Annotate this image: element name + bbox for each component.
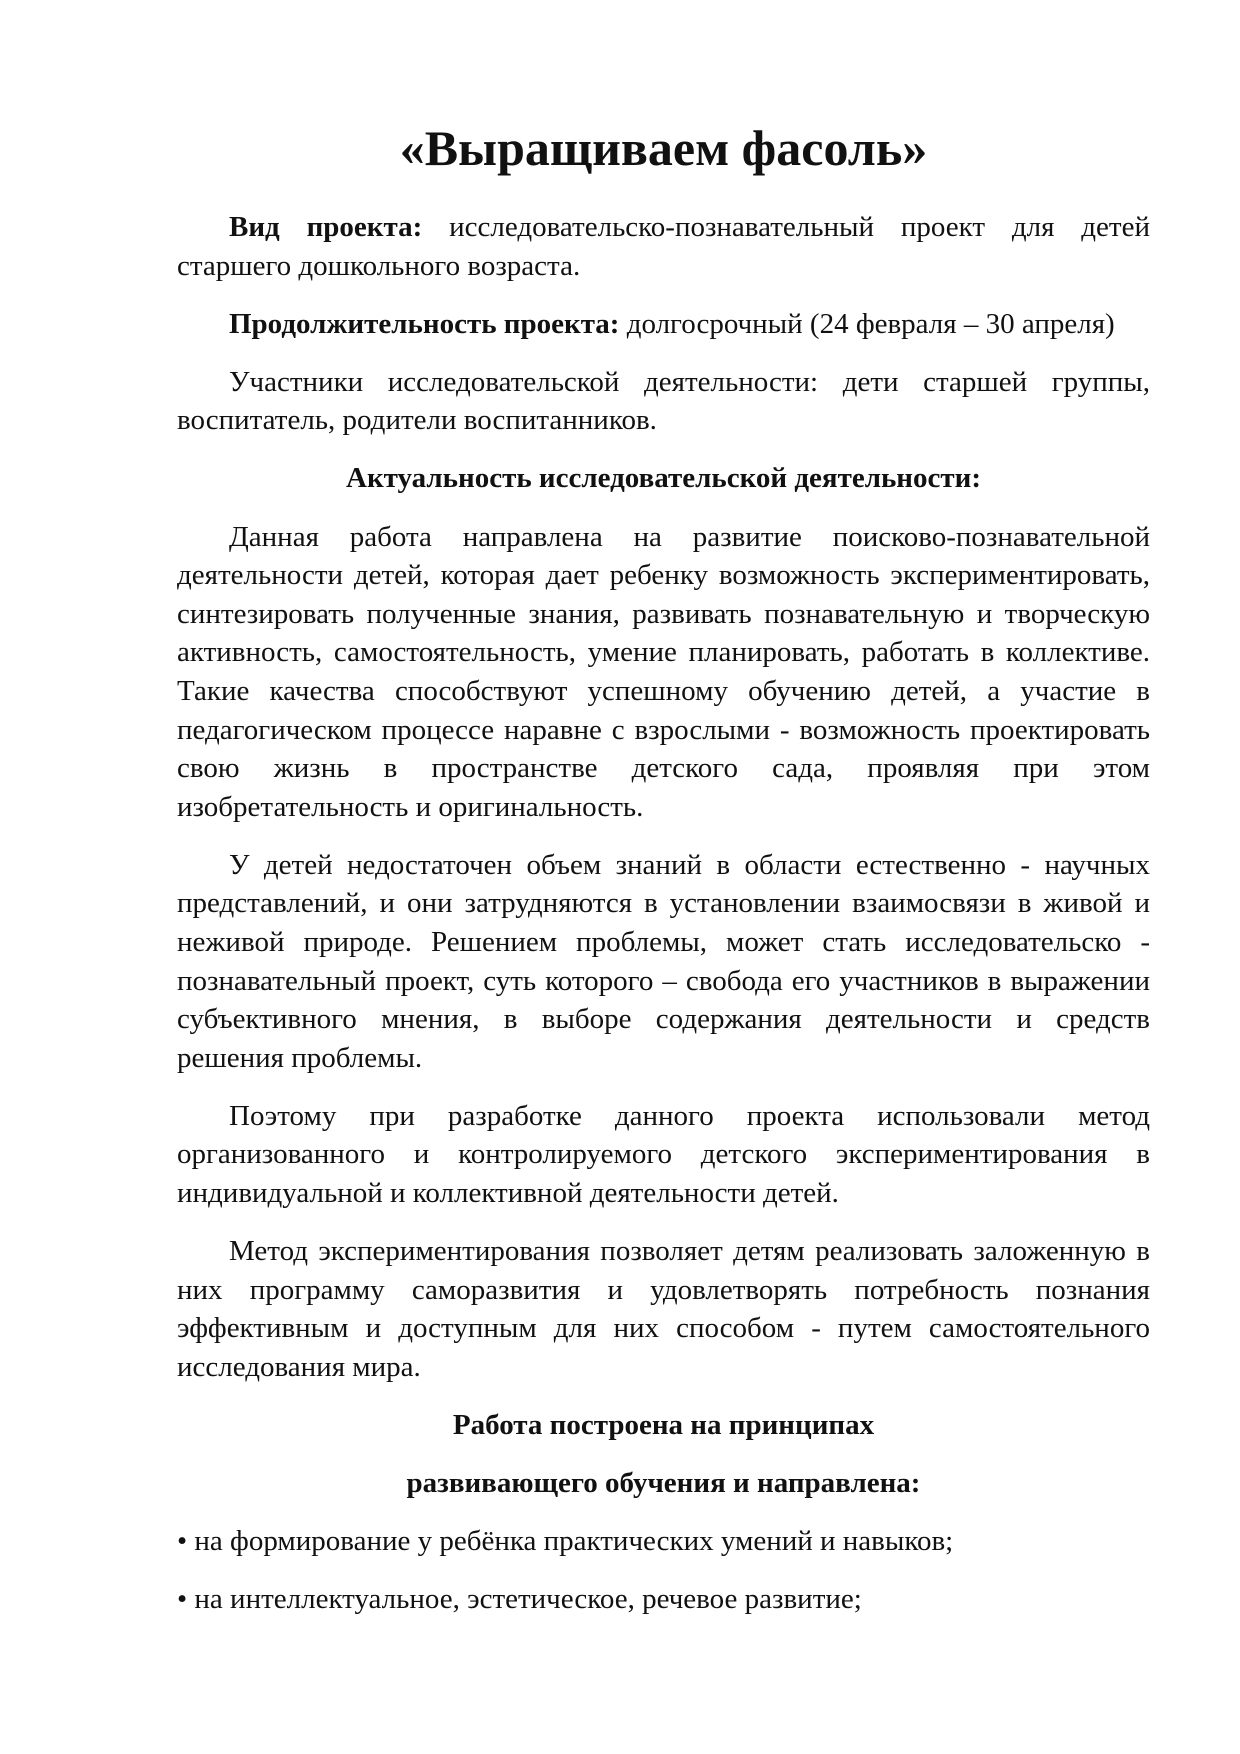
text-line: У детей недостаточен объем знаний в области естественно - научных — [229, 848, 1150, 881]
text-line: педагогическом процессе наравне с взрослыми - возможность проектировать — [177, 713, 1150, 746]
text-line: старшего дошкольного возраста. — [177, 249, 581, 282]
principles-heading-line-2: развивающего обучения и направлена: — [406, 1467, 921, 1500]
paragraph-1 — [177, 518, 1150, 827]
text-line: Участники исследовательской деятельности: дети старшей группы, — [229, 365, 1150, 398]
text-line: синтезировать полученные знания, развивать познавательную и творческую — [177, 597, 1150, 630]
bullet-item: • на формирование у ребёнка практических умений и навыков; — [177, 1525, 954, 1558]
text-line: эффективным и доступным для них способом - путем самостоятельного — [177, 1312, 1150, 1345]
duration-value: долгосрочный (24 февраля – 30 апреля) — [626, 307, 1115, 340]
duration-paragraph — [177, 305, 1150, 344]
text-line: свою жизнь в пространстве детского сада, проявляя при этом — [177, 752, 1150, 785]
text-line: них программу саморазвития и удовлетворять потребность познания — [177, 1273, 1150, 1306]
text-line: Такие качества способствуют успешному обучению детей, а участие в — [177, 674, 1150, 707]
paragraph-2 — [177, 846, 1150, 1078]
project-type-paragraph — [177, 208, 1150, 285]
principles-heading-line-1: Работа построена на принципах — [452, 1409, 875, 1442]
document-page — [177, 118, 1150, 1638]
text-line: решения проблемы. — [177, 1041, 423, 1074]
text-line: организованного и контролируемого детского экспериментирования в — [177, 1138, 1150, 1171]
text-line: деятельности детей, которая дает ребенку возможность экспериментировать, — [177, 559, 1150, 592]
duration-label: Продолжительность проекта: — [229, 307, 620, 340]
text-line: познавательный проект, суть которого – свобода его участников в выражении — [177, 964, 1150, 997]
relevance-heading: Актуальность исследовательской деятельности: — [346, 462, 981, 495]
text-line: субъективного мнения, в выборе содержания деятельности и средств — [177, 1003, 1150, 1036]
participants-paragraph — [177, 363, 1150, 440]
document-title: «Выращиваем фасоль» — [399, 120, 928, 176]
text-line: исследования мира. — [177, 1350, 421, 1383]
text-line: неживой природе. Решением проблемы, может стать исследовательско - — [177, 926, 1150, 958]
text-line: индивидуальной и коллективной деятельности детей. — [177, 1177, 839, 1210]
text-line: активность, самостоятельность, умение планировать, работать в коллективе. — [177, 636, 1150, 669]
text-line: изобретательность и оригинальность. — [177, 790, 644, 823]
project-type-label: Вид проекта: — [229, 211, 423, 243]
text-line: воспитатель, родители воспитанников. — [177, 404, 657, 437]
paragraph-4 — [177, 1232, 1150, 1386]
text-line: Метод экспериментирования позволяет детям реализовать заложенную в — [229, 1235, 1150, 1268]
project-type-value: исследовательско-познавательный проект для детей — [449, 211, 1150, 243]
paragraph-3 — [177, 1097, 1150, 1213]
text-line: Поэтому при разработке данного проекта использовали метод — [229, 1099, 1150, 1132]
bullet-item: • на интеллектуальное, эстетическое, речевое развитие; — [177, 1583, 862, 1616]
text-line: Данная работа направлена на развитие поисково-познавательной — [229, 520, 1150, 553]
text-line: представлений, и они затрудняются в установлении взаимосвязи в живой и — [177, 887, 1150, 920]
